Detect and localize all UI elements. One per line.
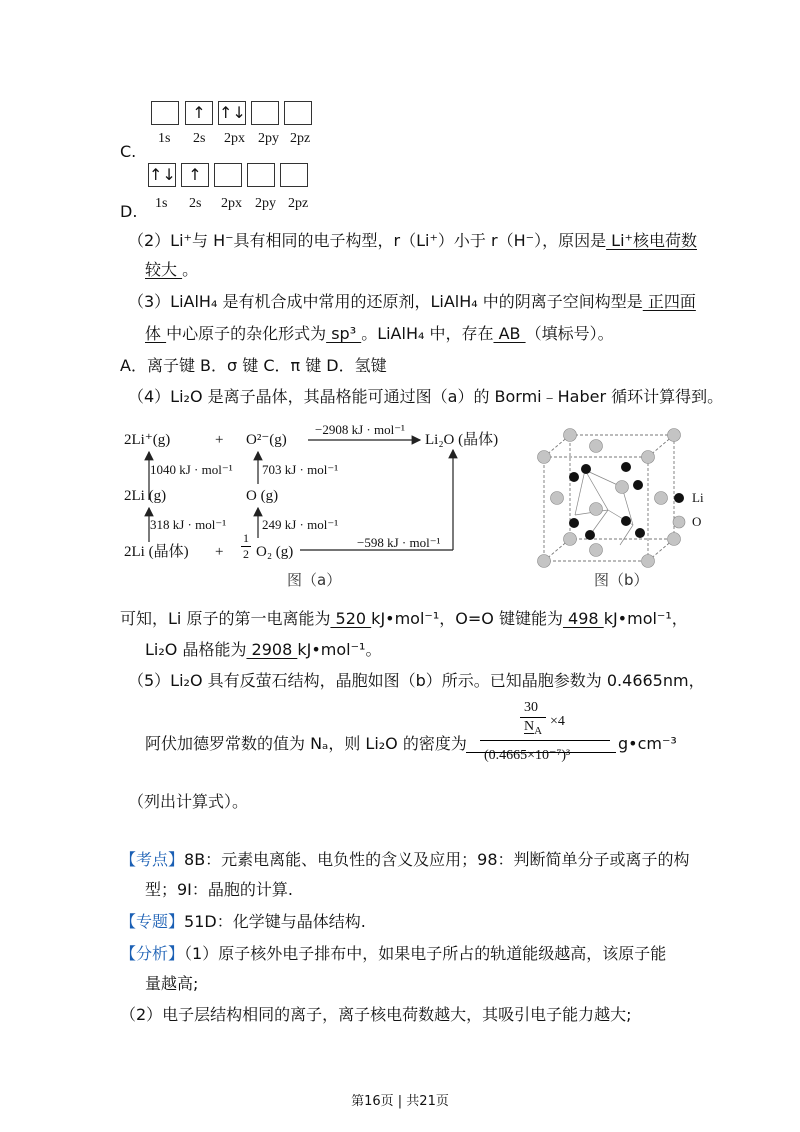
o-atom	[564, 533, 577, 546]
cycle-li-solid: 2Li (晶体)	[124, 544, 189, 560]
orbital-label: 2s	[189, 196, 202, 211]
cycle-formation-energy: −598 kJ · mol⁻¹	[357, 535, 441, 550]
page-footer: 第16页 | 共21页	[351, 1094, 449, 1109]
cycle-half-num: 1	[243, 531, 249, 545]
cycle-li-sublimation: 318 kJ · mol⁻¹	[150, 517, 227, 532]
fenxi-line2: 量越高;	[145, 974, 199, 993]
cycle-o-ion: O²⁻(g)	[246, 432, 287, 448]
li-atom	[585, 530, 595, 540]
orbital-box	[251, 101, 279, 125]
li-atom	[581, 464, 591, 474]
formula-times4: ×4	[550, 714, 565, 729]
option-letter: C.	[120, 142, 137, 161]
orbital-box	[247, 163, 275, 187]
legend-dots	[672, 490, 686, 530]
q2-line2	[145, 258, 198, 282]
q4-result-line1	[120, 607, 688, 631]
legend-o: O	[692, 514, 702, 529]
o-atom	[616, 481, 629, 494]
o-atom	[590, 544, 603, 557]
orbital-box: ↑	[185, 101, 213, 125]
orbital-label: 2s	[193, 131, 206, 146]
cycle-lattice-energy: −2908 kJ · mol⁻¹	[315, 422, 405, 437]
kaodian-text: 8B：元素电离能、电负性的含义及应用；98：判断简单分子或离子的构	[184, 850, 690, 869]
li-atom	[621, 516, 631, 526]
orbital-box: ↑	[181, 163, 209, 187]
q2-answer: Li⁺核电荷数	[606, 231, 697, 250]
q2-end: 。	[182, 260, 199, 279]
q5-line2	[145, 732, 467, 756]
li-atom	[569, 472, 579, 482]
q4-bond-energy-answer: 498	[562, 609, 604, 628]
q3-answer-hybrid: sp³	[326, 324, 362, 343]
fenxi-tag: 【分析】	[120, 944, 185, 963]
cycle-o2-gas: O₂ (g)	[256, 544, 294, 560]
orbital-box	[284, 101, 312, 125]
q3-options: A．离子键 B．σ 键 C．π 键 D．氢键	[120, 356, 387, 375]
o-atom	[564, 429, 577, 442]
o-atom	[538, 451, 551, 464]
q4-ionization-answer: 520	[330, 609, 372, 628]
orbital-box	[280, 163, 308, 187]
q3-line1	[128, 290, 696, 314]
o-atom	[642, 555, 655, 568]
q4-result1-unit: kJ•mol⁻¹，O=O 键键能为	[371, 609, 563, 628]
cycle-li-ionization: 1040 kJ · mol⁻¹	[150, 462, 233, 477]
figure-b-caption: 图（b）	[594, 571, 649, 589]
q4-lattice-answer: 2908	[246, 640, 298, 659]
q4-result3-unit: kJ•mol⁻¹。	[297, 640, 382, 659]
zhuanti-tag: 【专题】	[120, 912, 185, 931]
option-letter: D.	[120, 202, 138, 221]
cycle-li-ion: 2Li⁺(g)	[124, 432, 171, 448]
fenxi-line3: （2）电子层结构相同的离子，离子核电荷数越大，其吸引电子能力越大;	[120, 1005, 632, 1024]
o-atom	[668, 429, 681, 442]
o-atom	[642, 451, 655, 464]
cycle-o-gas: O (g)	[246, 488, 279, 504]
formula-na-n: N	[524, 719, 535, 734]
figure-a-caption: 图（a）	[287, 571, 342, 589]
formula-na-sub: A	[534, 724, 543, 737]
q3-answer-shape-cont: 体	[145, 324, 167, 343]
orbital-label: 2py	[258, 131, 279, 146]
formula-30: 30	[524, 700, 538, 715]
li-atom	[621, 462, 631, 472]
q2-line1	[128, 229, 697, 253]
q4-text: （4）Li₂O 是离子晶体，其晶格能可通过图（a）的 Bormi﹣Haber 循环计算得到。	[128, 387, 724, 406]
kaodian-tag: 【考点】	[120, 850, 185, 869]
formula-unit: g•cm⁻³	[618, 734, 677, 753]
q2-answer-cont: 较大	[145, 260, 183, 279]
formula-denominator: (0.4665×10⁻⁷)³	[484, 748, 571, 763]
q3-answer-bond: AB	[493, 324, 526, 343]
fenxi-line1	[120, 942, 666, 966]
legend-li: Li	[692, 490, 704, 505]
kaodian-line2: 型；9I：晶胞的计算.	[145, 880, 293, 899]
li-atom	[635, 528, 645, 538]
q5-line1: （5）Li₂O 具有反萤石结构，晶胞如图（b）所示。已知晶胞参数为 0.4665nm，	[128, 671, 705, 690]
kaodian-line1	[120, 848, 690, 872]
orbital-label: 1s	[155, 196, 168, 211]
cycle-o-dissociation: 249 kJ · mol⁻¹	[262, 517, 339, 532]
fenxi-text1: （1）原子核外电子排布中，如果电子所占的轨道能级越高，该原子能	[184, 944, 667, 963]
orbital-label: 2pz	[290, 131, 311, 146]
q3-text4: （填标号）。	[525, 324, 614, 343]
q3-text2: 中心原子的杂化形式为	[166, 324, 327, 343]
cycle-product: Li₂O (晶体)	[425, 432, 499, 448]
orbital-box: ↑↓	[218, 101, 246, 125]
cycle-plus: +	[215, 432, 224, 448]
orbital-label: 1s	[158, 131, 171, 146]
orbital-label: 2px	[224, 131, 245, 146]
q3-text3: 。LiAlH₄ 中，存在	[361, 324, 494, 343]
orbital-box	[151, 101, 179, 125]
formula-inner-bar	[520, 717, 546, 718]
li-atom	[569, 518, 579, 528]
cycle-o-electron-affinity: 703 kJ · mol⁻¹	[262, 462, 339, 477]
q3-text1: （3）LiAlH₄ 是有机合成中常用的还原剂，LiAlH₄ 中的阴离子空间构型是	[128, 292, 643, 311]
orbital-label: 2px	[221, 196, 242, 211]
orbital-label: 2pz	[288, 196, 309, 211]
zhuanti-line	[120, 910, 366, 934]
o-atom	[668, 533, 681, 546]
q5-text2: 阿伏加德罗常数的值为 Nₐ，则 Li₂O 的密度为	[145, 734, 467, 753]
o-atom	[655, 492, 668, 505]
o-atom	[551, 492, 564, 505]
q5-note: （列出计算式）。	[128, 792, 249, 811]
orbital-box: ↑↓	[148, 163, 176, 187]
q2-text: （2）Li⁺与 H⁻具有相同的电子构型，r（Li⁺）小于 r（H⁻），原因是	[128, 231, 607, 250]
formula-na	[524, 719, 542, 739]
zhuanti-text: 51D：化学键与晶体结构.	[184, 912, 366, 931]
cycle-li-gas: 2Li (g)	[124, 488, 167, 504]
li-atom	[633, 480, 643, 490]
o-atom	[590, 503, 603, 516]
o-atom	[590, 440, 603, 453]
cycle-half-den: 2	[243, 547, 249, 561]
q3-line2	[145, 322, 614, 346]
q4-result3-pre: Li₂O 晶格能为	[145, 640, 247, 659]
q3-answer-shape: 正四面	[642, 292, 696, 311]
o-atom	[538, 555, 551, 568]
q4-result-line2	[145, 638, 381, 662]
cycle-plus: +	[215, 544, 224, 560]
formula-main-bar	[480, 740, 610, 741]
orbital-box	[214, 163, 242, 187]
q4-result2-unit: kJ•mol⁻¹，	[603, 609, 688, 628]
q4-result1-pre: 可知，Li 原子的第一电离能为	[120, 609, 331, 628]
orbital-label: 2py	[255, 196, 276, 211]
